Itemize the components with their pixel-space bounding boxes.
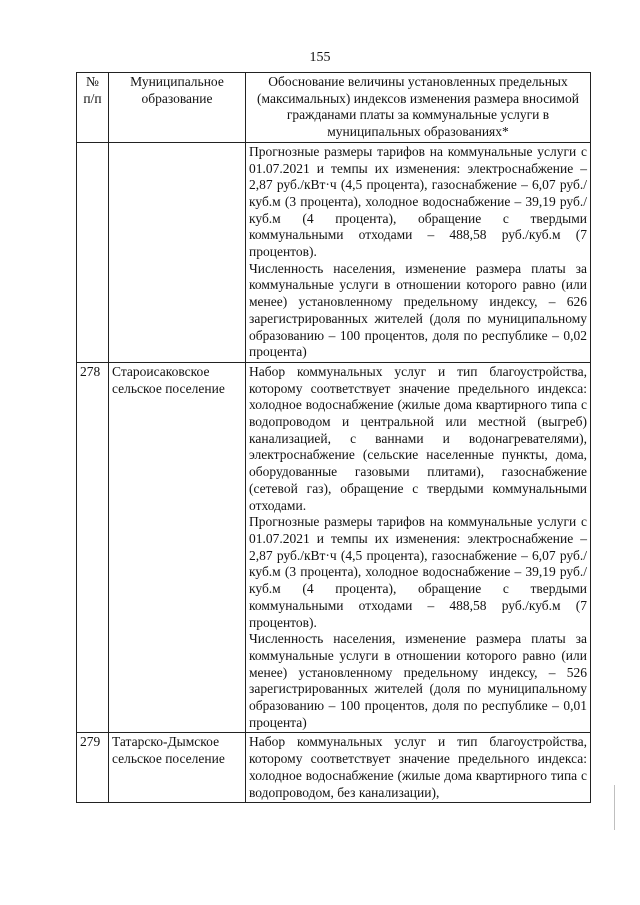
table-header-row [77,73,591,143]
header-justification: Обоснование величины установленных предельных (максимальных) индексов изменения размера вносимой гражданами платы за коммунальные услуги в муниципальных образованиях* [246,73,591,143]
row-municipality [109,142,246,362]
row-municipality: Татарско-Дымское сельское поселение [109,733,246,803]
justification-paragraph: Численность населения, изменение размера платы за коммунальные услуги в отношении которого равно (или менее) установленному предельному индексу, – 526 зарегистрированных жителей (доля по муниципальному образованию – 100 процентов, доля по республике – 0,01 процента) [249,631,587,730]
table-row [77,362,591,732]
justification-paragraph: Прогнозные размеры тарифов на коммунальные услуги с 01.07.2021 и темпы их изменения: электроснабжение – 2,87 руб./кВт·ч (4,5 процента), газоснабжение – 6,07 руб./куб.м (3 процента), холодное водоснабжение – 39,19 руб./куб.м (4 процента), обращение с твердыми коммунальными отходами – 488,58 руб./куб.м (7 процентов). [249,143,587,260]
row-justification [246,733,591,803]
row-municipality: Староисаковское сельское поселение [109,362,246,732]
row-number [77,142,109,362]
justification-paragraph: Численность населения, изменение размера платы за коммунальные услуги в отношении которого равно (или менее) установленному предельному индексу, – 626 зарегистрированных жителей (доля по муниципальному образованию – 100 процентов, доля по республике – 0,02 процента) [249,260,587,360]
table-row [77,142,591,362]
justification-paragraph: Набор коммунальных услуг и тип благоустройства, которому соответствует значение предельного индекса: холодное водоснабжение (жилые дома квартирного типа с водопроводом, без канализации), [249,734,587,800]
row-justification [246,142,591,362]
scan-margin-line [614,785,615,830]
row-justification [246,362,591,732]
row-number: 278 [77,362,109,732]
page-number: 155 [309,50,331,65]
table-row [77,733,591,803]
tariff-index-table [76,72,591,803]
justification-paragraph: Набор коммунальных услуг и тип благоустройства, которому соответствует значение предельного индекса: холодное водоснабжение (жилые дома квартирного типа с водопроводом и центральной или местной (выгреб) канализацией, с ваннами и водонагревателями), электроснабжение (сельские населенные пункты, дома, оборудованные газовыми плитами), газоснабжение (сетевой газ), обращение с твердыми коммунальными отходами. [249,363,587,513]
header-municipality: Муниципальное образование [109,73,246,143]
row-number: 279 [77,733,109,803]
header-num: № п/п [77,73,109,143]
justification-paragraph: Прогнозные размеры тарифов на коммунальные услуги с 01.07.2021 и темпы их изменения: электроснабжение – 2,87 руб./кВт·ч (4,5 процента), газоснабжение – 6,07 руб./куб.м (3 процента), холодное водоснабжение – 39,19 руб./куб.м (4 процента), обращение с твердыми коммунальными отходами – 488,58 руб./куб.м (7 процентов). [249,514,587,630]
